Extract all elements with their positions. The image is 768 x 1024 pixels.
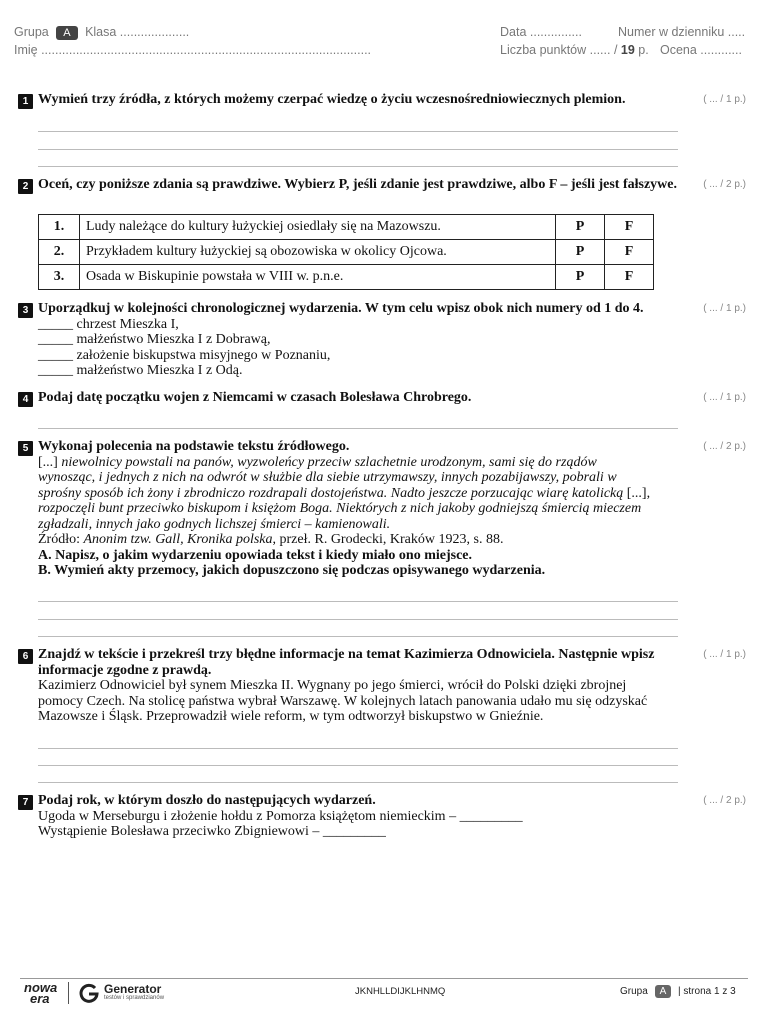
footer-divider (20, 978, 748, 979)
answer-line[interactable] (38, 782, 678, 783)
klasa-field: Klasa .................... (85, 25, 190, 39)
body-line: pomocy Czech. Na stolicę państwa wybrał Warszawę. W kolejnych latach panowania udało mu się odzyskać (38, 693, 648, 709)
points-1: ( ... / 1 p.) (703, 94, 746, 105)
reference-details: , przeł. R. Grodecki, Kraków 1923, s. 88. (272, 532, 504, 547)
list-item: Wystąpienie Bolesława przeciwko Zbigniewowi – _________ (38, 824, 386, 839)
source-prefix: [...] (38, 454, 58, 470)
question-number: 5 (18, 441, 33, 456)
logo-divider (68, 982, 69, 1004)
header-grupa (14, 25, 189, 40)
ocena-field: Ocena ............ (660, 43, 742, 57)
points-6: ( ... / 1 p.) (703, 649, 746, 660)
answer-line[interactable] (38, 636, 678, 637)
question-6 (18, 647, 688, 725)
question-text-line: Znajdź w tekście i przekreśl trzy błędne informacje na temat Kazimierza Odnowiciela. Następnie wpisz (38, 647, 655, 662)
row-statement: Osada w Biskupinie powstała w VIII w. p.n.e. (80, 265, 556, 290)
answer-line[interactable] (38, 131, 678, 132)
table-row (39, 240, 654, 265)
page-number: | strona 1 z 3 (678, 986, 736, 997)
row-number: 3. (39, 265, 80, 290)
question-text: Wymień trzy źródła, z których możemy czerpać wiedzę o życiu wczesnośredniowiecznych plemion. (38, 92, 626, 107)
imie-field: Imię ............................................................................................... (14, 43, 372, 57)
list-item: _____ założenie biskupstwa misyjnego w Poznaniu, (38, 347, 331, 363)
reference-title: Anonim tzw. Gall, Kronika polska (83, 532, 273, 547)
answer-line[interactable] (38, 428, 678, 429)
points-2: ( ... / 2 p.) (703, 179, 746, 190)
points-4: ( ... / 1 p.) (703, 392, 746, 403)
true-false-table (38, 214, 654, 290)
row-number: 1. (39, 215, 80, 240)
question-2 (18, 177, 688, 193)
question-text: Podaj datę początku wojen z Niemcami w czasach Bolesława Chrobrego. (38, 390, 472, 405)
logo-subtitle: testów i sprawdzianów (104, 995, 165, 1001)
question-7 (18, 793, 688, 840)
option-p[interactable]: P (556, 240, 605, 265)
question-number: 2 (18, 179, 33, 194)
option-p[interactable]: P (556, 215, 605, 240)
grupa-label: Grupa (14, 25, 49, 39)
question-number: 1 (18, 94, 33, 109)
punkty-field (500, 43, 649, 57)
option-p[interactable]: P (556, 265, 605, 290)
question-text: Uporządkuj w kolejności chronologicznej wydarzenia. W tym celu wpisz obok nich numery od 1 do 4. (38, 301, 644, 316)
row-statement: Ludy należące do kultury łużyckiej osiedlały się na Mazowszu. (80, 215, 556, 240)
source-line: zgładzali, innych jako godnych lichszej śmierci – kamienowali. (38, 516, 391, 532)
list-item: Ugoda w Merseburgu i złożenie hołdu z Pomorza książętom niemieckim – _________ (38, 808, 523, 824)
answer-line[interactable] (38, 765, 678, 766)
task-a: A. Napisz, o jakim wydarzeniu opowiada tekst i kiedy miało ono miejsce. (38, 547, 472, 563)
question-text: Podaj rok, w którym doszło do następujących wydarzeń. (38, 793, 376, 808)
question-text-line: informacje zgodne z prawdą. (38, 662, 212, 678)
source-line: wynosząc, i jednych z nich na odwrót w służbie dla siebie utrzymawszy, innych pozabijawszy, pobrali w (38, 470, 617, 485)
footer-grupa-label: Grupa (620, 986, 648, 997)
list-item: _____ chrzest Mieszka I, (38, 316, 179, 332)
answer-line[interactable] (38, 619, 678, 620)
logo-title: Generator (104, 982, 162, 996)
logo-text: era (30, 991, 50, 1006)
points-7: ( ... / 2 p.) (703, 795, 746, 806)
row-statement: Przykładem kultury łużyckiej są obozowiska w okolicy Ojcowa. (80, 240, 556, 265)
logo-text: nowa (24, 980, 58, 995)
punkty-unit: p. (638, 43, 649, 57)
option-f[interactable]: F (605, 215, 654, 240)
numer-field: Numer w dzienniku ..... (618, 25, 746, 39)
question-5 (18, 439, 688, 579)
row-number: 2. (39, 240, 80, 265)
task-b: B. Wymień akty przemocy, jakich dopuszczono się podczas opisywanego wydarzenia. (38, 563, 546, 578)
body-line: Kazimierz Odnowiciel był synem Mieszka II. Wygnany po jego śmierci, wrócił do Polski dzięki zbrojnej (38, 678, 627, 693)
punkty-max: 19 (620, 43, 635, 57)
answer-line[interactable] (38, 166, 678, 167)
body-line: Mazowsze i Śląsk. Przeprowadził wiele reform, w tym odtworzył biskupstwo w Gnieźnie. (38, 709, 544, 724)
source-line-suffix: [...], (623, 485, 651, 501)
question-number: 6 (18, 649, 33, 664)
nowa-era-logo (24, 982, 57, 1004)
question-3 (18, 301, 688, 379)
grupa-badge: A (56, 26, 77, 40)
test-code: JKNHLLDIJKLHNMQ (355, 986, 446, 997)
generator-g-icon (78, 982, 100, 1004)
table-row (39, 215, 654, 240)
reference-prefix: Źródło: (38, 532, 84, 547)
option-f[interactable]: F (605, 240, 654, 265)
option-f[interactable]: F (605, 265, 654, 290)
question-number: 7 (18, 795, 33, 810)
punkty-label: Liczba punktów ...... / (500, 43, 618, 57)
question-text: Oceń, czy poniższe zdania są prawdziwe. Wybierz P, jeśli zdanie jest prawdziwe, albo F – jeśli jest fałszywe. (38, 177, 677, 192)
data-field: Data ............... (500, 25, 582, 39)
answer-line[interactable] (38, 601, 678, 602)
footer-page-info (620, 985, 736, 998)
source-text (38, 455, 688, 533)
table-row (39, 265, 654, 290)
source-line: sprośny sposób ich żony i zbrodniczo rozdrapali dostojeństwa. Nadto jeszcze porzucając wiarę katolicką (38, 485, 624, 501)
source-line: niewolnicy powstali na panów, wyzwoleńcy przeciw szlachetnie urodzonym, sami się do rządów (57, 454, 597, 470)
question-number: 3 (18, 303, 33, 318)
answer-line[interactable] (38, 748, 678, 749)
list-item: _____ małżeństwo Mieszka I z Dobrawą, (38, 332, 271, 347)
answer-line[interactable] (38, 149, 678, 150)
question-text: Wykonaj polecenia na podstawie tekstu źródłowego. (38, 439, 350, 454)
question-number: 4 (18, 392, 33, 407)
question-4 (18, 390, 688, 406)
source-reference (38, 532, 688, 548)
question-1 (18, 92, 688, 108)
list-item: _____ małżeństwo Mieszka I z Odą. (38, 363, 243, 378)
source-line: rozpoczęli bunt przeciwko biskupom i księżom Boga. Niektórych z nich jakoby godniejszą śmiercią mieczem (38, 501, 642, 516)
points-3: ( ... / 1 p.) (703, 303, 746, 314)
points-5: ( ... / 2 p.) (703, 441, 746, 452)
footer-grupa-badge: A (655, 985, 672, 998)
